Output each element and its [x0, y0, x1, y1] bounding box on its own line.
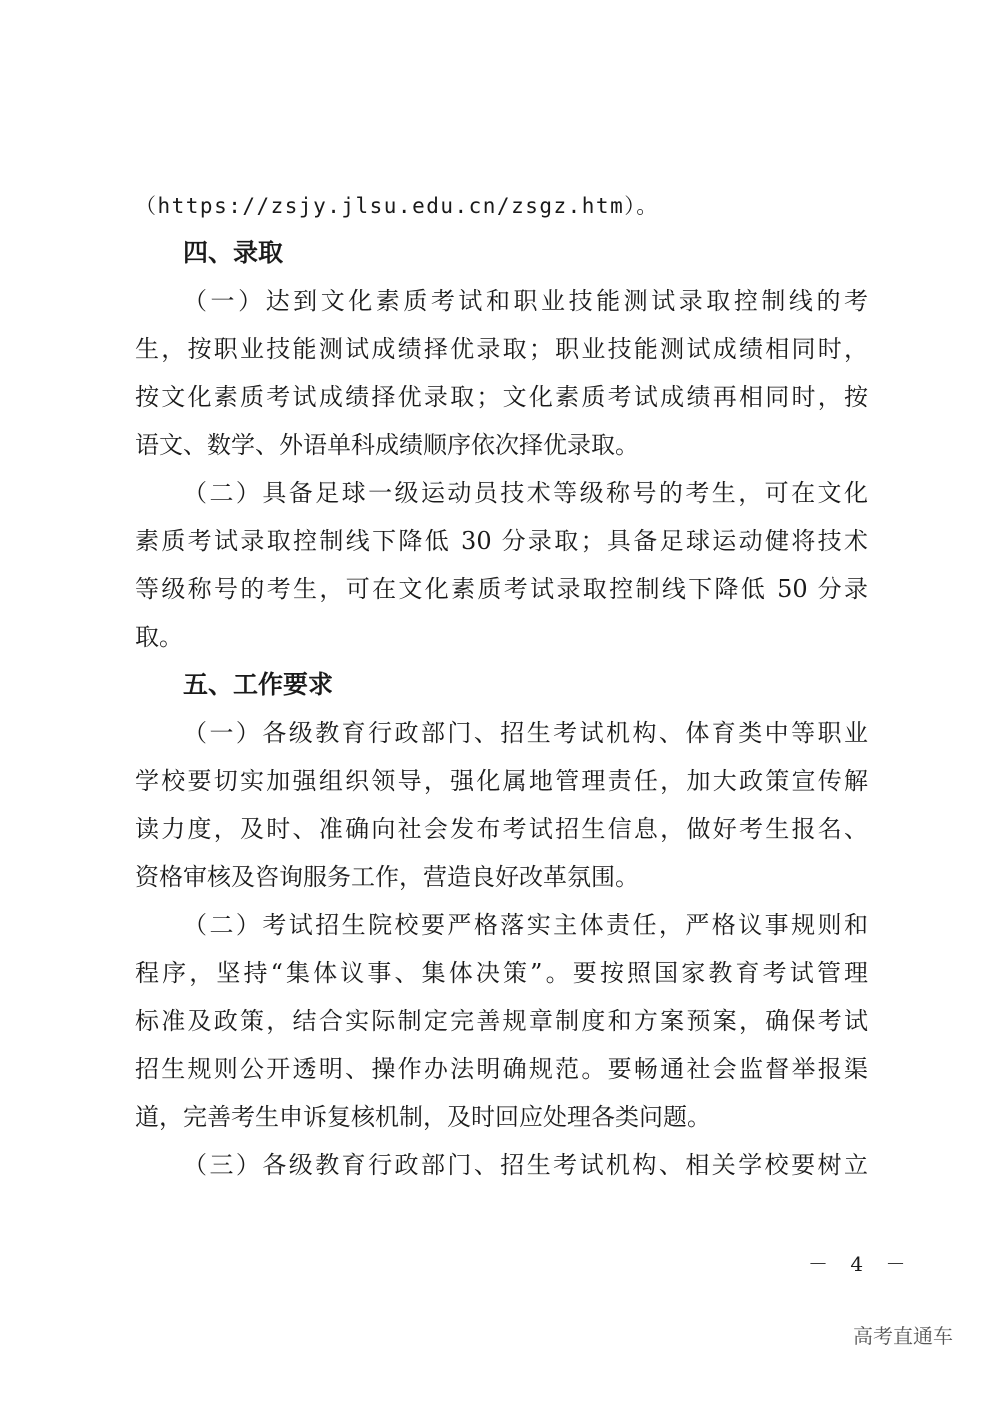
paragraph-line: 资格审核及咨询服务工作，营造良好改革氛围。	[135, 863, 639, 891]
paragraph-line: （一）各级教育行政部门、招生考试机构、体育类中等职业	[183, 719, 868, 747]
section-heading-work-requirements: 五、工作要求	[183, 670, 334, 699]
reference-url: （https://zsjy.jlsu.edu.cn/zsgz.htm）。	[135, 194, 659, 218]
paragraph-line: 道，完善考生申诉复核机制，及时回应处理各类问题。	[135, 1103, 711, 1131]
page-number: － 4 －	[808, 1252, 914, 1276]
paragraph-line: （二）具备足球一级运动员技术等级称号的考生，可在文化	[183, 479, 868, 507]
paragraph-line: 程序，坚持“集体议事、集体决策”。要按照国家教育考试管理	[135, 959, 868, 987]
watermark-text: 高考直通车	[853, 1324, 953, 1348]
paragraph-line: 生，按职业技能测试成绩择优录取；职业技能测试成绩相同时，	[135, 335, 868, 363]
paragraph-line: 标准及政策，结合实际制定完善规章制度和方案预案，确保考试	[135, 1007, 868, 1035]
paragraph-line: 取。	[135, 623, 183, 651]
paragraph-line: 按文化素质考试成绩择优录取；文化素质考试成绩再相同时，按	[135, 383, 868, 411]
paragraph-line: 等级称号的考生，可在文化素质考试录取控制线下降低 50 分录	[135, 575, 868, 603]
paragraph-line: 招生规则公开透明、操作办法明确规范。要畅通社会监督举报渠	[135, 1055, 868, 1083]
section-heading-admission: 四、录取	[183, 238, 284, 267]
paragraph-line: （二）考试招生院校要严格落实主体责任，严格议事规则和	[183, 911, 868, 939]
paragraph-line: 素质考试录取控制线下降低 30 分录取；具备足球运动健将技术	[135, 527, 868, 555]
paragraph-line: 读力度，及时、准确向社会发布考试招生信息，做好考生报名、	[135, 815, 868, 843]
paragraph-line: 学校要切实加强组织领导，强化属地管理责任，加大政策宣传解	[135, 767, 868, 795]
paragraph-line: （一）达到文化素质考试和职业技能测试录取控制线的考	[183, 287, 868, 315]
paragraph-line: 语文、数学、外语单科成绩顺序依次择优录取。	[135, 431, 639, 459]
paragraph-line: （三）各级教育行政部门、招生考试机构、相关学校要树立	[183, 1151, 868, 1179]
